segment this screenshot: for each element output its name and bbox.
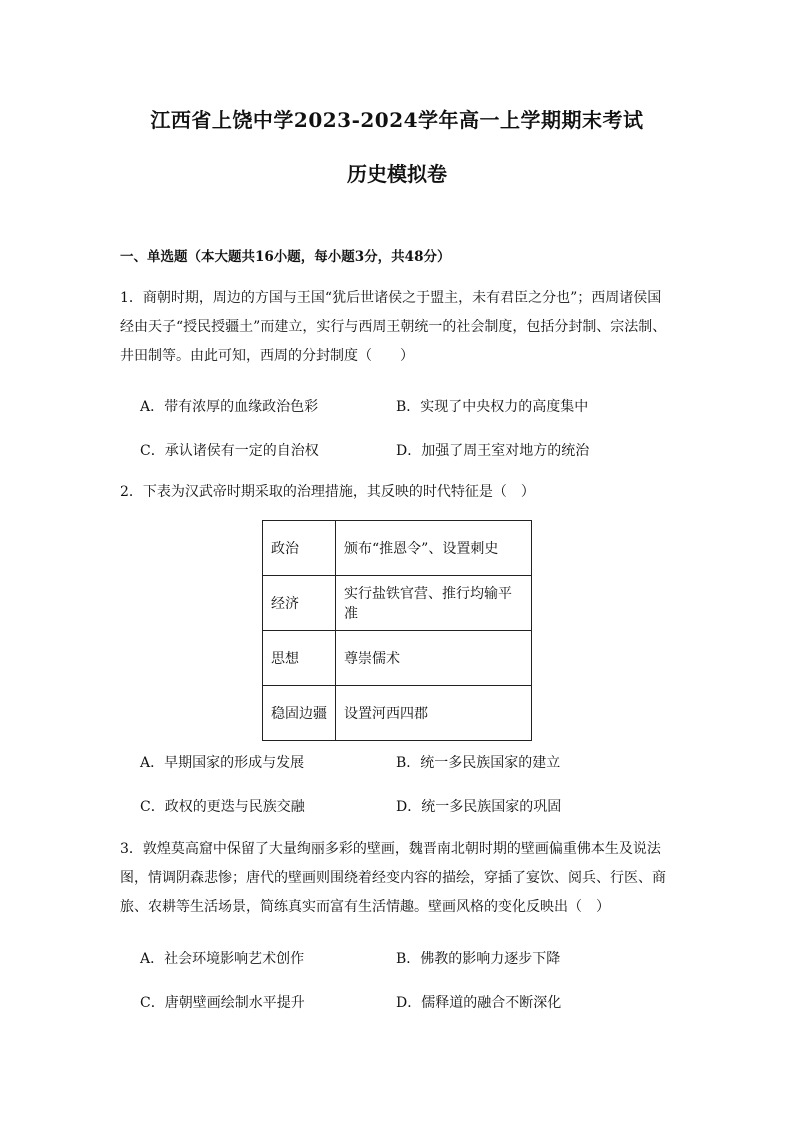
table-cell-key: 稳固边疆: [263, 686, 336, 741]
exam-title: 江西省上饶中学2023-2024学年高一上学期期末考试: [150, 108, 644, 132]
table-row: [263, 576, 532, 631]
question-3-stem: 3．敦煌莫高窟中保留了大量绚丽多彩的壁画，魏晋南北朝时期的壁画偏重佛本生及说法图，情调阴森悲惨；唐代的壁画则围绕着经变内容的描绘，穿插了宴饮、阅兵、行医、商旅、农耕等生活场景，简练真实而富有生活情趣。壁画风格的变化反映出（ ）: [120, 841, 666, 915]
table-cell-key: 思想: [263, 631, 336, 686]
question-2-option-b: B．统一多民族国家的建立: [396, 755, 561, 771]
table-cell-value: 设置河西四郡: [336, 686, 532, 741]
table-row: [263, 686, 532, 741]
question-1-option-d: D．加强了周王室对地方的统治: [396, 443, 590, 459]
table-row: [263, 521, 532, 576]
question-3-option-b: B．佛教的影响力逐步下降: [396, 951, 561, 967]
table-row: [263, 631, 532, 686]
question-3-option-d: D．儒释道的融合不断深化: [396, 995, 562, 1011]
question-2-option-a: A．早期国家的形成与发展: [140, 755, 305, 771]
table-cell-value: 颁布“推恩令”、设置刺史: [336, 521, 532, 576]
question-3-option-c: C．唐朝壁画绘制水平提升: [140, 995, 305, 1011]
section-heading: 一、单选题（本大题共16小题，每小题3分，共48分）: [120, 249, 451, 265]
table-cell-value: 尊崇儒术: [336, 631, 532, 686]
question-2-option-d: D．统一多民族国家的巩固: [396, 799, 562, 815]
question-1-option-b: B．实现了中央权力的高度集中: [396, 399, 589, 415]
table-cell-key: 政治: [263, 521, 336, 576]
question-2-option-c: C．政权的更迭与民族交融: [140, 799, 305, 815]
question-1-option-c: C．承认诸侯有一定的自治权: [140, 443, 319, 459]
table-cell-key: 经济: [263, 576, 336, 631]
question-2-stem: 2．下表为汉武帝时期采取的治理措施，其反映的时代特征是（ ）: [120, 484, 535, 500]
table-cell-value: 实行盐铁官营、推行均输平准: [336, 576, 532, 631]
exam-subtitle: 历史模拟卷: [347, 162, 447, 186]
question-1-option-a: A．带有浓厚的血缘政治色彩: [140, 399, 319, 415]
measures-table: [262, 520, 532, 741]
question-1-stem: 1．商朝时期，周边的方国与王国“犹后世诸侯之于盟主，未有君臣之分也”；西周诸侯国经由天子“授民授疆土”而建立，实行与西周王朝统一的社会制度，包括分封制、宗法制、井田制等。由此可知，西周的分封制度（ ）: [120, 290, 667, 364]
question-3-option-a: A．社会环境影响艺术创作: [140, 951, 305, 967]
